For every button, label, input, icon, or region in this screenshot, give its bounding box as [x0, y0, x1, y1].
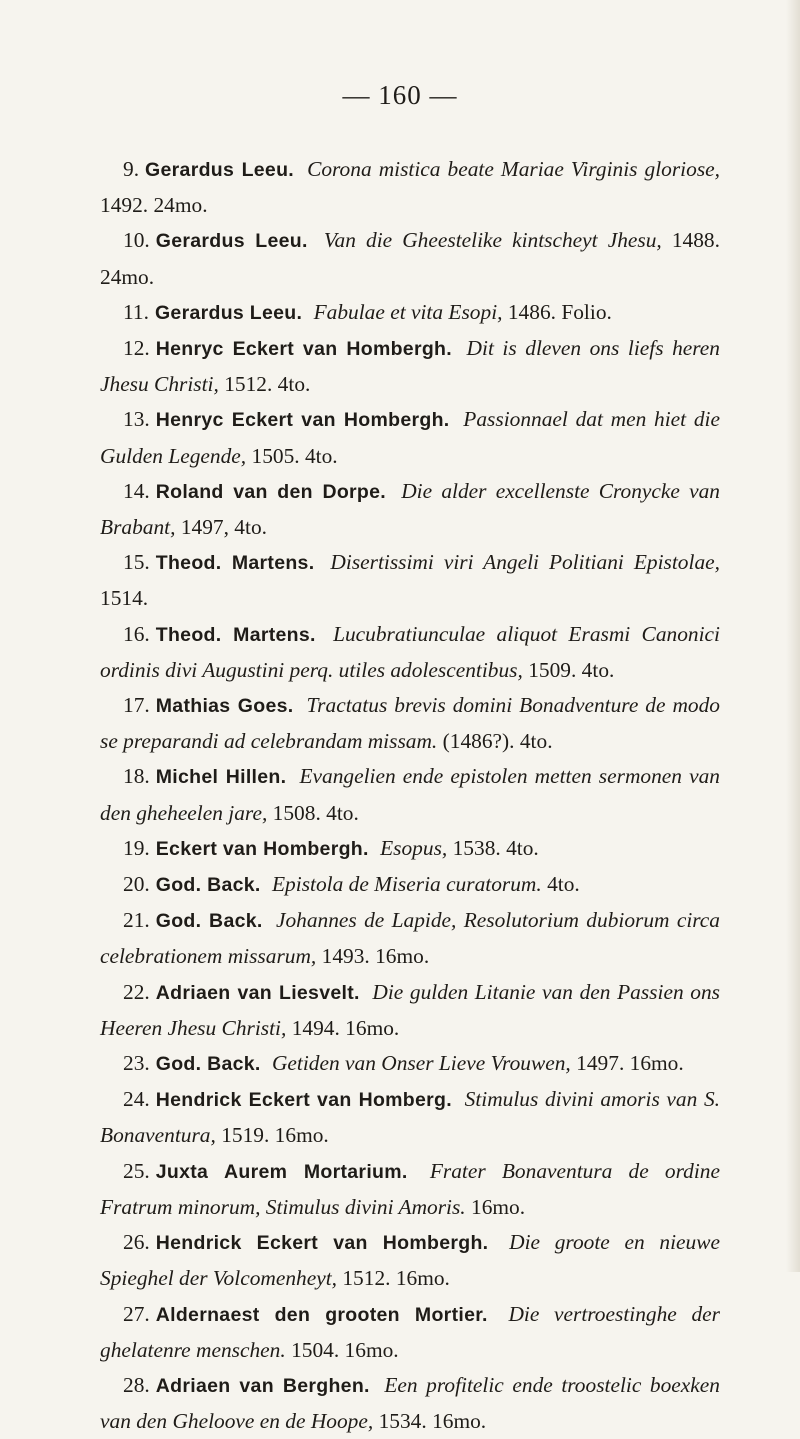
entry-printer: Gerardus Leeu.	[154, 301, 303, 324]
entry-details: 1514.	[100, 586, 149, 611]
bibliography-entry-28	[100, 1368, 720, 1439]
entry-printer: Henryc Eckert van Hombergh.	[155, 338, 452, 361]
entry-printer: Michel Hillen.	[155, 766, 287, 789]
entry-details: 1488. 24mo.	[100, 228, 720, 289]
entry-details: 1497. 16mo.	[576, 1051, 684, 1076]
bibliography-entry-11	[100, 295, 720, 331]
entry-title: Die groote en nieuwe Spieghel der Volcomenheyt,	[100, 1230, 720, 1291]
bibliography-entry-23	[100, 1046, 720, 1082]
entry-printer: Eckert van Hombergh.	[155, 837, 369, 860]
entry-details: 1497, 4to.	[180, 515, 267, 540]
entry-number: 17.	[123, 693, 150, 718]
entry-printer: Gerardus Leeu.	[145, 159, 294, 181]
bibliography-entry-9	[100, 152, 720, 223]
entry-printer: Hendrick Eckert van Hombergh.	[155, 1232, 489, 1255]
bibliography-entry-13	[100, 402, 720, 473]
entry-details: 1512. 16mo.	[342, 1266, 450, 1291]
entry-number: 11.	[123, 299, 149, 324]
entry-title: Tractatus brevis domini Bonadventure de modo se preparandi ad celebrandam missam.	[100, 693, 720, 754]
entry-title: Dit is dleven ons liefs heren Jhesu Christi,	[100, 336, 720, 397]
entry-details: 1508. 4to.	[272, 800, 359, 825]
entry-number: 23.	[123, 1051, 150, 1076]
bibliography-entry-25	[100, 1154, 720, 1225]
entry-number: 12.	[123, 336, 150, 361]
bibliography-entry-12	[100, 331, 720, 402]
entry-number: 13.	[123, 407, 150, 432]
entry-number: 22.	[123, 979, 150, 1004]
entry-printer: Adriaen van Berghen.	[155, 1374, 370, 1397]
entry-printer: Juxta Aurem Mortarium.	[155, 1160, 408, 1183]
entry-details: (1486?). 4to.	[442, 729, 553, 754]
bibliography-entry-24	[100, 1082, 720, 1153]
bibliography-entry-18	[100, 759, 720, 830]
entry-printer: God. Back.	[155, 874, 261, 897]
entry-printer: Theod. Martens.	[155, 623, 316, 646]
entry-details: 1538. 4to.	[452, 835, 539, 860]
page-number: — 160 —	[342, 80, 458, 110]
entry-number: 16.	[123, 621, 150, 646]
entry-details: 1492. 24mo.	[100, 193, 208, 218]
bibliography-entry-27	[100, 1297, 720, 1368]
entry-title: Passionnael dat men hiet die Gulden Legende,	[100, 407, 720, 468]
entry-title: Getiden van Onser Lieve Vrouwen,	[271, 1051, 571, 1076]
entry-title: Die vertroestinghe der ghelatenre menschen.	[100, 1301, 720, 1362]
entry-title: Epistola de Miseria curatorum.	[271, 872, 542, 897]
entry-title: Johannes de Lapide, Resolutorium dubiorum circa celebrationem missarum,	[100, 908, 720, 969]
bibliography-entry-14	[100, 474, 720, 545]
bibliography-entry-19	[100, 831, 720, 867]
bibliography-entry-20	[100, 867, 720, 903]
entry-number: 26.	[123, 1230, 150, 1255]
bibliography-entry-22	[100, 975, 720, 1046]
entry-details: 1494. 16mo.	[291, 1015, 400, 1040]
entry-details: 1534. 16mo.	[378, 1409, 487, 1434]
entry-details: 4to.	[547, 872, 580, 897]
entry-printer: Aldernaest den grooten Mortier.	[155, 1303, 488, 1326]
entry-number: 24.	[123, 1087, 150, 1112]
entry-title: Lucubratiunculae aliquot Erasmi Canonici ordinis divi Augustini perq. utiles adolescentibus,	[100, 621, 720, 682]
entry-number: 28.	[123, 1372, 150, 1397]
entry-printer: Hendrick Eckert van Homberg.	[155, 1089, 452, 1112]
entry-printer: God. Back.	[155, 910, 263, 933]
entry-printer: God. Back.	[155, 1053, 261, 1076]
entry-printer: Gerardus Leeu.	[155, 230, 308, 253]
entry-number: 10.	[123, 228, 150, 253]
entry-details: 1519. 16mo.	[221, 1123, 329, 1148]
entry-title: Stimulus divini amoris van S. Bonaventura,	[100, 1087, 720, 1148]
entry-printer: Adriaen van Liesvelt.	[155, 981, 360, 1004]
entry-number: 27.	[123, 1301, 150, 1326]
bibliography-entry-26	[100, 1225, 720, 1296]
page-edge-shadow	[786, 0, 800, 1272]
entry-number: 15.	[123, 550, 150, 575]
entry-title: Evangelien ende epistolen metten sermonen van den gheheelen jare,	[100, 764, 720, 825]
bibliography-entry-15	[100, 545, 720, 616]
entry-printer: Roland van den Dorpe.	[155, 480, 387, 503]
entry-title: Esopus,	[380, 835, 448, 860]
bibliography-entry-16	[100, 617, 720, 688]
entry-title: Die gulden Litanie van den Passien ons Heeren Jhesu Christi,	[100, 979, 720, 1040]
entry-details: 1509. 4to.	[528, 657, 615, 682]
entry-title: Een profitelic ende troostelic boexken van den Gheloove en de Hoope,	[100, 1372, 720, 1434]
entry-number: 20.	[123, 872, 150, 897]
entry-title: Fabulae et vita Esopi,	[313, 299, 503, 324]
entry-number: 9.	[123, 157, 140, 181]
entry-title: Corona mistica beate Mariae Virginis gloriose,	[307, 157, 720, 181]
bibliography-entry-10	[100, 223, 720, 294]
entry-title: Disertissimi viri Angeli Politiani Epistolae,	[330, 550, 720, 575]
entry-title: Van die Gheestelike kintscheyt Jhesu,	[323, 228, 662, 253]
entry-number: 21.	[123, 908, 150, 933]
entry-title: Die alder excellenste Cronycke van Brabant,	[100, 478, 720, 540]
bibliography-list	[100, 152, 720, 1439]
bibliography-entry-21	[100, 903, 720, 974]
entry-details: 1493. 16mo.	[321, 944, 430, 969]
entry-printer: Henryc Eckert van Hombergh.	[155, 409, 450, 432]
entry-number: 14.	[123, 478, 150, 503]
entry-details: 1505. 4to.	[251, 443, 338, 468]
entry-details: 1512. 4to.	[224, 372, 311, 397]
entry-printer: Mathias Goes.	[155, 695, 294, 718]
entry-details: 1486. Folio.	[507, 299, 612, 324]
entry-details: 1504. 16mo.	[291, 1337, 399, 1362]
entry-number: 18.	[123, 764, 150, 789]
entry-details: 16mo.	[471, 1194, 526, 1219]
bibliography-entry-17	[100, 688, 720, 759]
entry-number: 25.	[123, 1158, 150, 1183]
entry-number: 19.	[123, 835, 150, 860]
entry-printer: Theod. Martens.	[155, 552, 315, 575]
entry-title: Frater Bonaventura de ordine Fratrum minorum, Stimulus divini Amoris.	[100, 1158, 720, 1219]
